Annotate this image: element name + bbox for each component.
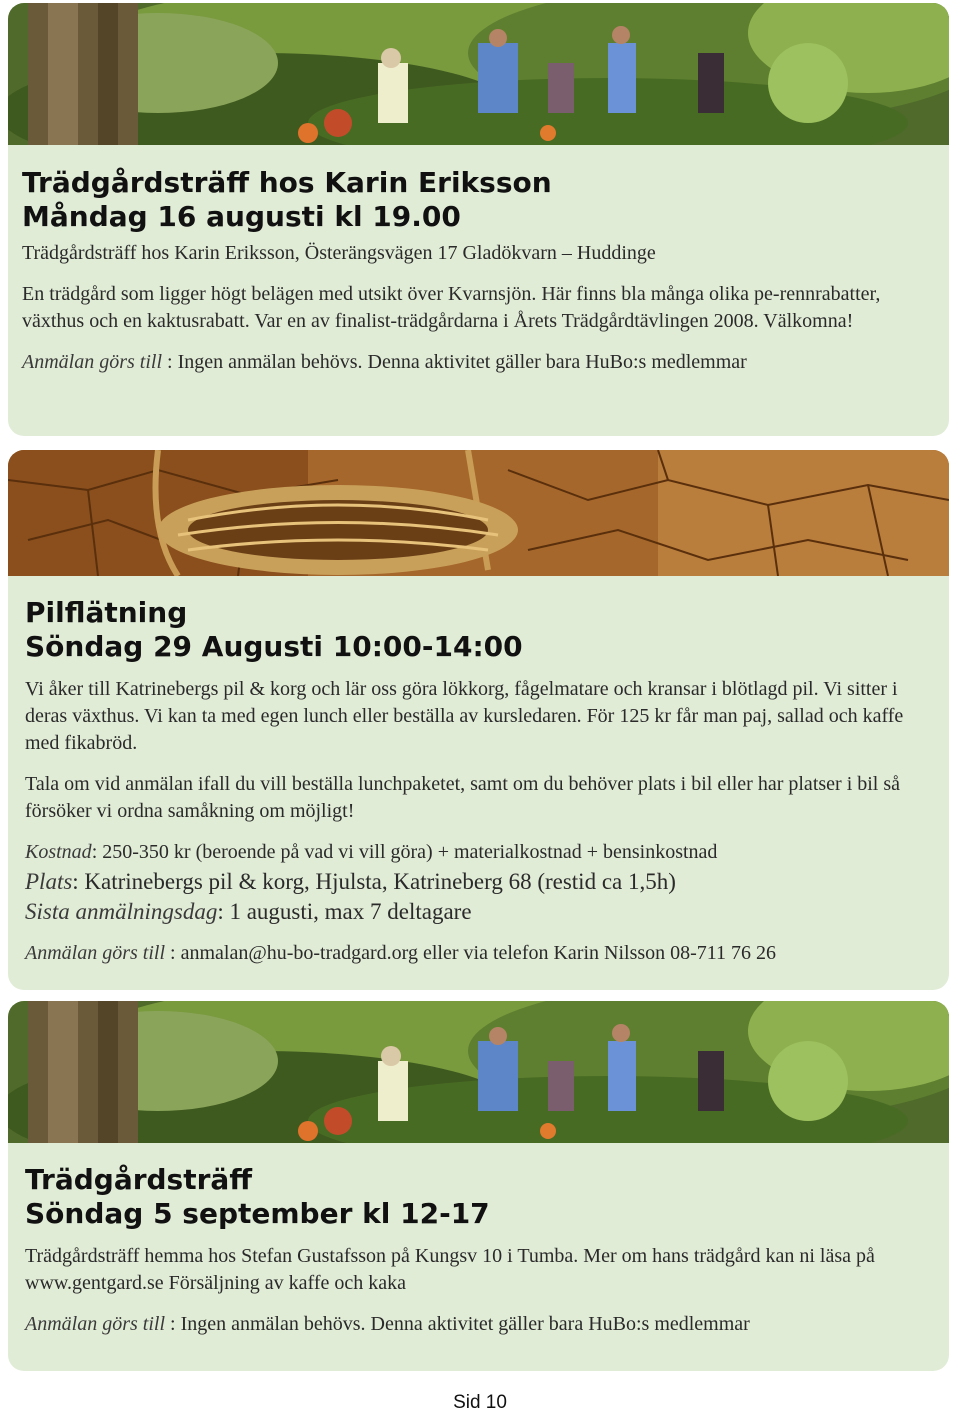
event-description: Trädgårdsträff hemma hos Stefan Gustafsson på Kungsv 10 i Tumba. Mer om hans trädgård kan ni läsa på www.gentgard.se Försäljning av kaffe och kaka [25,1245,875,1294]
event-description: Vi åker till Katrinebergs pil & korg och lär oss göra lökkorg, fågelmatare och kransar i blötlagd pil. Vi sitter i deras växthus. Vi kan ta med egen lunch eller beställa av kursledaren. För 125 kr får man paj, sallad och kaffe med fikabröd. [25,678,904,754]
signup-value: : anmalan@hu-bo-tradgard.org eller via telefon Karin Nilsson 08-711 76 26 [165,942,777,964]
place-label: Plats [25,869,73,894]
garden-photo [8,1001,949,1143]
cost-label: Kostnad [25,841,92,863]
basket-photo [8,450,949,576]
signup-label: Anmälan görs till [22,351,163,373]
signup-label: Anmälan görs till [25,1313,166,1335]
page-number: Sid 10 [453,1392,507,1413]
cost-value: : 250-350 kr (beroende på vad vi vill göra) + materialkostnad + bensinkostnad [91,841,718,863]
event-title: Trädgårdsträff [25,1163,252,1196]
event-signup [22,349,949,376]
event-title: Trädgårdsträff hos Karin Eriksson [22,166,552,199]
garden-photo [8,3,949,145]
event-card-garden-meeting [8,3,949,436]
event-card-garden-visit [8,1001,949,1371]
deadline-label: Sista anmälningsdag [25,899,218,924]
deadline-value: : 1 augusti, max 7 deltagare [217,899,472,924]
event-description: En trädgård som ligger högt belägen med utsikt över Kvarnsjön. Här finns bla många olika pe-rennrabatter, växthus och en kaktusrabatt. Var en av finalist-trädgårdarna i Årets Trädgårdtävlingen 2008. Välkomna! [22,283,881,332]
signup-label: Anmälan görs till [25,942,166,964]
event-cost [25,839,949,866]
event-deadline [25,897,949,927]
event-signup [25,1311,949,1338]
event-transport-note: Tala om vid anmälan ifall du vill beställa lunchpaketet, samt om du behöver plats i bil eller har platser i bil så försöker vi ordna samåkning om möjligt! [25,773,901,822]
event-date: Söndag 29 Augusti 10:00-14:00 [25,630,523,663]
event-date: Måndag 16 augusti kl 19.00 [22,200,461,233]
signup-value: : Ingen anmälan behövs. Denna aktivitet gäller bara HuBo:s medlemmar [162,351,747,373]
event-date: Söndag 5 september kl 12-17 [25,1197,490,1230]
event-title: Pilflätning [25,596,188,629]
signup-value: : Ingen anmälan behövs. Denna aktivitet gäller bara HuBo:s medlemmar [165,1313,750,1335]
event-address: Trädgårdsträff hos Karin Eriksson, Österängsvägen 17 Gladökvarn – Huddinge [22,242,656,264]
event-signup [25,940,949,967]
event-card-willow-weaving [8,450,949,990]
place-value: : Katrinebergs pil & korg, Hjulsta, Katrineberg 68 (restid ca 1,5h) [72,869,676,894]
event-place [25,867,949,897]
